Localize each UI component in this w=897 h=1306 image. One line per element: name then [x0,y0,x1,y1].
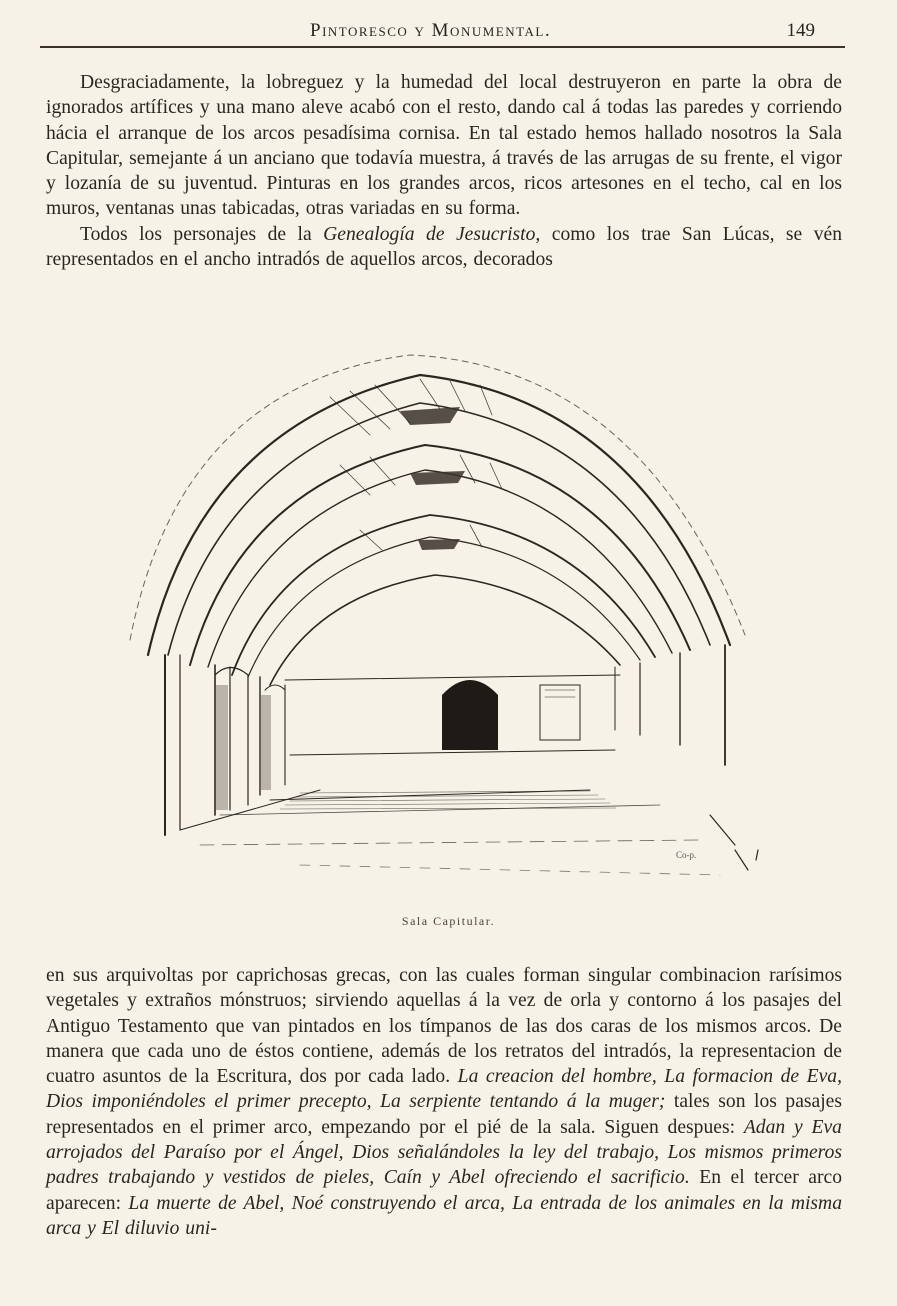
paragraph-3-text-c: En el tercer arco aparecen: [46,1167,842,1214]
page-number: 149 [786,20,815,41]
paragraph-2-text-a: Todos los personajes de la [80,223,324,245]
paragraph-3-text-b: tales son los pasajes representados en el primer arco, empezando por el pié de la sala. Siguen despues: [46,1091,842,1138]
running-title: Pintoresco y Monumental. [310,20,552,41]
paragraph-3-italic-b: Adan y Eva arrojados del Paraíso por el Ángel, Dios señalándoles la ley del trabajo, Los mismos primeros padres trabajando y vestidos de pieles, Caín y Abel ofreciendo el sacrificio. [46,1116,842,1189]
top-text-block [46,70,842,272]
sala-capitular-illustration [120,345,780,895]
paragraph-2-text-b: como los trae San Lúcas, se vén representados en el ancho intradós de aquellos arcos, decorados [46,223,843,271]
paragraph-3-italic-c: La muerte de Abel, Noé construyendo el arca, La entrada de los animales en la misma arca y El diluvio uni- [46,1192,842,1239]
running-header [40,14,845,48]
paragraph-3-text-a: en sus arquivoltas por caprichosas grecas, con las cuales forman singular combinacion rarísimos vegetales y extraños mónstruos; sirviendo aquellas á la vez de orla y contorno á los pasajes del Antiguo Testamento que van pintados en los tímpanos de las dos caras de los mismos arcos. De manera que cada uno de éstos contiene, además de los retratos del intradós, la representacion de cuatro asuntos de la Escritura, dos por cada lado. [46,965,842,1088]
paragraph-1: Desgraciadamente, la lobreguez y la humedad del local destruyeron en parte la obra de ignorados artífices y una mano aleve acabó con el resto, dando cal á todas las paredes y corriendo hácia el arranque de los arcos pesadísima cornisa. En tal estado hemos hallado nosotros la Sala Capitular, semejante á un anciano que todavía muestra, á través de las arrugas de su frente, el vigor y lozanía de su juventud. Pinturas en los grandes arcos, ricos artesones en el techo, cal en los muros, ventanas unas tabicadas, otras variadas en su forma. [46,72,842,220]
bottom-text-block [46,963,842,1241]
artist-initials: Co-p. [676,850,697,860]
figure-caption: Sala Capitular. [401,914,496,928]
paragraph-3 [46,963,842,1241]
paragraph-2-title-italic: Genealogía de Jesucristo, [323,223,541,245]
paragraph-2 [46,222,842,273]
paragraph-3-italic-a: La creacion del hombre, La formacion de Eva, Dios imponiéndoles el primer precepto, La serpiente tentando á la muger; [46,1066,842,1113]
